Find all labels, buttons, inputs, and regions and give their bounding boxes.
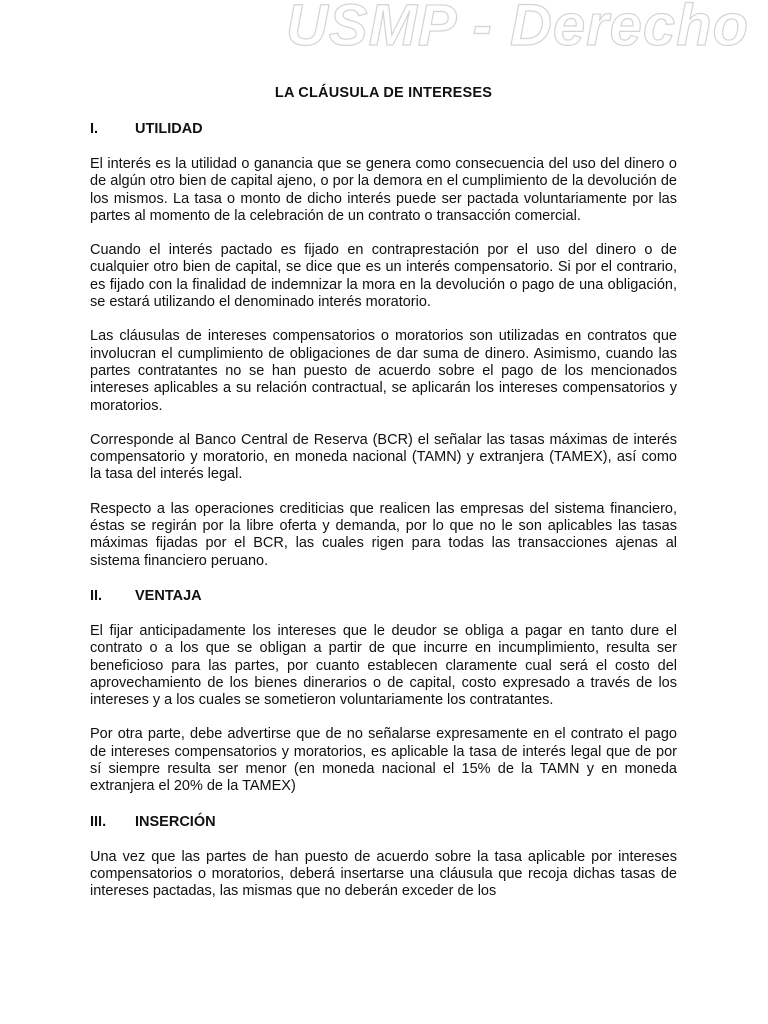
paragraph: Una vez que las partes de han puesto de acuerdo sobre la tasa aplicable por intereses compensatorios o moratorios, deberá insertarse una cláusula que recoja dichas tasas de intereses pactadas, las mismas que no deberán exceder de los	[90, 848, 677, 900]
document-body	[90, 84, 677, 918]
section-title: INSERCIÓN	[135, 813, 216, 830]
watermark: USMP - Derecho	[286, 0, 750, 58]
paragraph: Por otra parte, debe advertirse que de no señalarse expresamente en el contrato el pago de intereses compensatorios y moratorios, es aplicable la tasa de interés legal que de por sí siempre resulta ser menor (en moneda nacional el 15% de la TAMN y en moneda extranjera el 20% de la TAMEX)	[90, 726, 677, 795]
section-title: VENTAJA	[135, 587, 202, 604]
paragraph: Las cláusulas de intereses compensatorios o moratorios son utilizadas en contratos que involucran el cumplimiento de obligaciones de dar suma de dinero. Asimismo, cuando las partes contratantes no se han puesto de acuerdo sobre el pago de los mencionados intereses aplicables a su relación contractual, se aplicarán los intereses compensatorios y moratorios.	[90, 328, 677, 414]
paragraph: Respecto a las operaciones crediticias que realicen las empresas del sistema financiero, éstas se regirán por la libre oferta y demanda, por lo que no le son aplicables las tasas máximas fijadas por el BCR, las cuales rigen para todas las transacciones ajenas al sistema financiero peruano.	[90, 500, 677, 569]
paragraph: Cuando el interés pactado es fijado en contraprestación por el uso del dinero o de cualquier otro bien de capital, se dice que es un interés compensatorio. Si por el contrario, es fijado con la finalidad de indemnizar la mora en la devolución o pago de una obligación, se estará utilizando el denominado interés moratorio.	[90, 242, 677, 311]
paragraph: Corresponde al Banco Central de Reserva (BCR) el señalar las tasas máximas de interés compensatorio y moratorio, en moneda nacional (TAMN) y extranjera (TAMEX), así como la tasa del interés legal.	[90, 431, 677, 483]
section-title: UTILIDAD	[135, 121, 203, 137]
section-heading-insercion	[90, 813, 677, 831]
section-heading-ventaja	[90, 587, 677, 605]
paragraph: El fijar anticipadamente los intereses que le deudor se obliga a pagar en tanto dure el contrato o a los que se obligan a partir de que incurre en incumplimiento, resulta ser beneficioso para las partes, por cuanto establecen claramente cual será el costo del aprovechamiento de los bienes dinerarios o de capital, costo expresado a través de los intereses y a los cuales se sometieron voluntariamente los contratantes.	[90, 622, 677, 709]
section-number: II.	[90, 587, 103, 604]
section-number: III.	[90, 813, 107, 830]
section-number: I.	[90, 121, 99, 137]
paragraph: El interés es la utilidad o ganancia que se genera como consecuencia del uso del dinero o de algún otro bien de capital ajeno, o por la demora en el cumplimiento de la devolución de los mismos. La tasa o monto de dicho interés puede ser pactada voluntariamente por las partes al momento de la celebración de un contrato o transacción comercial.	[90, 156, 677, 224]
document-title: LA CLÁUSULA DE INTERESES	[274, 85, 493, 101]
section-heading-utilidad	[90, 120, 677, 138]
